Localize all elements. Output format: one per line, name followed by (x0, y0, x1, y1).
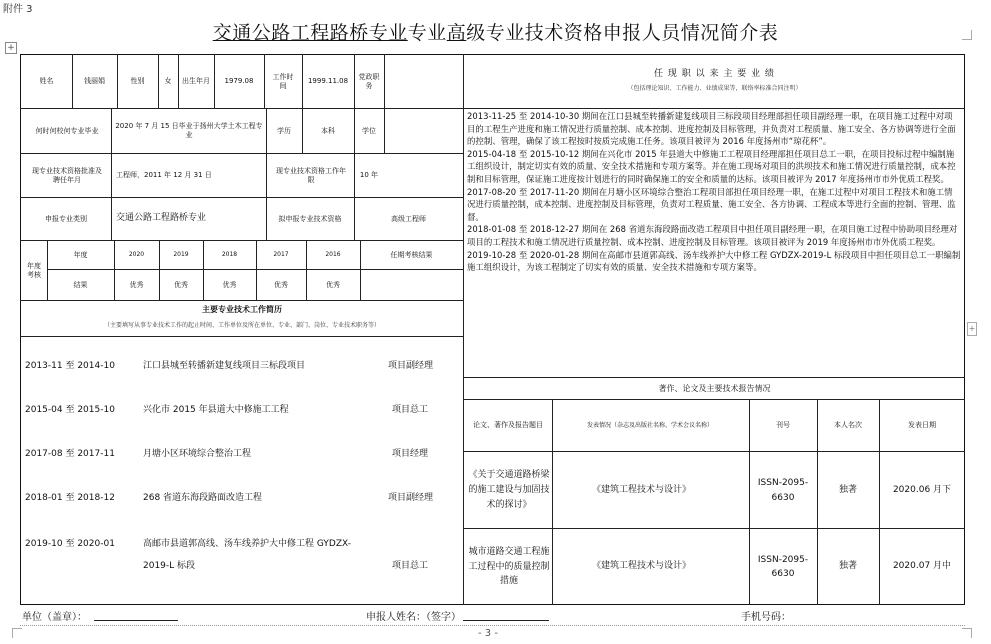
gender-value: 女 (164, 77, 172, 86)
margin-mark-br (962, 628, 972, 638)
gender-label: 性别 (130, 77, 145, 86)
paper-date: 2020.06 月下 (892, 484, 952, 495)
footer-unit-line (94, 620, 178, 621)
papers-header-date: 发表日期 (908, 421, 936, 430)
assess-cert-label: 任期考核结果 (390, 250, 433, 259)
papers-title: 著作、论文及主要技术报告情况 (658, 383, 771, 393)
papers-header-journal: 发表情况（杂志及出版社名称、学术会议名称） (586, 421, 713, 429)
history-period: 2018-01 至 2018-12 (25, 493, 115, 504)
title-part-4: 级专业技术资格申报人员情况简介表 (466, 22, 779, 44)
paper-rank: 独著 (838, 561, 857, 572)
duty-paragraph-2: 2015-04-18 至 2015-10-12 期间在兴化市 2015 年县道大中修施工工程项目经理部担任项目总工一职，在项目投标过程中编制施工组织设计，制定切实有效的质量、安全技术措施和专项方案等。并在施工现场对项目的洪坝技术和施工情况进行质量控制，成本控制和目标管理，保证施工进度按计划进行的同时确保施工的安全和质量的达标。该项目被评为 2017 年度扬州市市外优质工程奖。 (467, 148, 956, 184)
history-project: 兴化市 2015 年县道大中修施工工程 (143, 405, 289, 416)
paper-date: 2020.07 月中 (892, 561, 952, 572)
title-part-1: 交通公路工程路桥专业 (212, 22, 408, 44)
history-period: 2015-04 至 2015-10 (25, 405, 115, 416)
attachment-label: 附件 3 (3, 4, 33, 15)
edu-value: 2020 年 7 月 15 日毕业于扬州大学土木工程专业 (115, 122, 263, 139)
history-role: 项目副经理 (388, 361, 434, 372)
assess-year-3: 2018 (221, 251, 238, 259)
duties-title: 任 现 职 以 来 主 要 业 绩 (654, 69, 775, 80)
footer-sign-label: 申报人姓名：（签字） (366, 612, 461, 623)
history-role: 项目副经理 (388, 493, 434, 504)
duties-text (467, 110, 961, 375)
birth-value: 1979.08 (224, 77, 254, 86)
work-label: 工作时间 (272, 72, 294, 90)
assess-year-label: 年度 (73, 250, 88, 259)
paper-issn: ISSN-2095-6630 (757, 478, 809, 503)
history-role: 项目经理 (392, 449, 429, 460)
assess-result-4: 优秀 (274, 280, 288, 289)
assess-year-5: 2016 (325, 251, 341, 259)
paper-title: 城市道路交通工程施工过程中的质量控制措施 (468, 547, 550, 587)
margin-mark-bl (12, 628, 22, 638)
history-role: 项目总工 (392, 405, 429, 416)
paper-journal: 《建筑工程技术与设计》 (592, 561, 692, 572)
page-break-line (20, 625, 965, 626)
history-period: 2017-08 至 2017-11 (25, 449, 115, 460)
post-value (384, 55, 463, 108)
assess-result-2: 优秀 (174, 280, 188, 289)
history-project: 江口县城至转播新建复线项目三标段项目 (143, 361, 306, 372)
footer-phone-label: 手机号码： (741, 612, 791, 623)
history-project: 268 省道东海段路面改造工程 (143, 493, 263, 504)
table-resize-handle[interactable]: + (967, 322, 977, 336)
duty-paragraph-5: 2019-10-28 至 2020-01-28 期间在高邮市县道郭高线、汤车线养护大中修工程 GYDZX-2019-L 标段项目中担任项目总工一职编制施工组织设计，为该工程制定了切实有效的质量、安全技术措施和专项方案等。 (467, 249, 961, 273)
name-value: 钱丽娟 (84, 77, 105, 86)
assess-result-1: 优秀 (129, 280, 144, 289)
papers-header-issn: 刊号 (776, 421, 790, 430)
paper-rank: 独著 (838, 484, 857, 495)
history-role: 项目总工 (392, 561, 429, 572)
work-value: 1999.11.08 (307, 77, 349, 86)
duty-paragraph-4: 2018-01-08 至 2018-12-27 期间在 268 省道东海段路面改造工程项目中担任项目副经理一职，在项目施工过程中协助项目经理对项目的工程技术和施工情况进行质量控制、成本控制、进度控制及目标管理。该项目被评为 2019 年度扬州市市外优质工程奖。 (467, 224, 958, 247)
qual-years-label: 现专业技术资格工作年限 (276, 166, 346, 184)
history-subtitle: （主要填写从事专业技术工作的起止时间、工作单位及所在单位、专业、部门、岗位、专业技术职务等） (103, 322, 380, 330)
duties-subtitle: （包括理论知识、工作能力、业绩成果等，联络率标准合同注明） (627, 85, 802, 93)
duty-paragraph-1: 2013-11-25 至 2014-10-30 期间在江口县城至转播新建复线项目三标段项目经理部担任项目副经理一职，在项目施工过程中对项目的工程生产进度和施工情况进行质量控制、成本控制、进度控制及目标管理，并负责对工程质量、施工安全、各方协调等进行全面的控制、管理，确保了该工程按时按质完成施工任务。该项目被评为 2016 年度扬州市“琼花杯”。 (467, 111, 956, 147)
assess-side-label: 年度考核 (27, 261, 41, 279)
duty-paragraph-3: 2017-08-20 至 2017-11-20 期间在月塘小区环境综合整治工程项目部担任项目经理一职，在施工过程中对项目工程技术和施工情况进行质量控制，成本控制、进度控制及目标管理，负责对工程质量、施工安全、各方协调、工程成本等进行全面的控制、管理、监督。 (467, 186, 956, 222)
title-part-2: 专业 (407, 22, 447, 44)
title-part-3: 高 (446, 22, 467, 44)
page-number: - 3 - (478, 628, 498, 639)
qual-label: 现专业技术资格批准及聘任年月 (32, 166, 102, 184)
qual-years-value: 10 年 (359, 171, 379, 180)
degree-label: 学历 (277, 126, 291, 135)
history-period: 2019-10 至 2020-01 (25, 539, 115, 550)
assess-result-3: 优秀 (222, 280, 237, 289)
history-period: 2013-11 至 2014-10 (25, 361, 115, 372)
name-label: 姓名 (39, 77, 54, 86)
footer-unit-label: 单位（盖章）： (22, 612, 87, 623)
papers-header-rank: 本人名次 (834, 421, 862, 430)
apply-value: 交通公路工程路桥专业 (116, 213, 207, 224)
move-handle-icon[interactable]: + (5, 42, 17, 54)
history-project: 高邮市县道郭高线、汤车线养护大中修工程 GYDZX-2019-L 标段 (143, 539, 351, 571)
assess-result-label: 结果 (73, 280, 88, 289)
xuewei-label: 学位 (362, 126, 376, 135)
paper-issn: ISSN-2095-6630 (757, 554, 809, 579)
apply-label: 申报专业类别 (45, 214, 87, 223)
page-title (0, 18, 991, 45)
edu-label: 何时何校何专业毕业 (35, 126, 99, 135)
history-project: 月塘小区环境综合整治工程 (143, 449, 252, 460)
birth-label: 出生年月 (182, 77, 210, 86)
history-title: 主要专业技术工作简历 (202, 304, 282, 314)
paper-title: 《关于交通道路桥梁的施工建设与加固技术的探讨》 (468, 469, 550, 511)
footer-sign-line (463, 620, 549, 621)
qual-value: 工程师，2011 年 12 月 31 日 (116, 171, 212, 180)
papers-header-title: 论文、著作及报告题目 (473, 421, 543, 430)
assess-year-1: 2020 (128, 251, 145, 259)
assess-year-4: 2017 (273, 251, 289, 259)
apply-target-label: 拟申报专业技术资格 (278, 214, 342, 223)
apply-target-value: 高级工程师 (391, 214, 426, 223)
post-label: 党政职务 (358, 72, 380, 90)
assess-result-5: 优秀 (326, 280, 340, 289)
paper-journal: 《建筑工程技术与设计》 (592, 484, 692, 495)
degree-value: 本科 (321, 126, 335, 135)
assess-year-2: 2019 (173, 251, 189, 259)
